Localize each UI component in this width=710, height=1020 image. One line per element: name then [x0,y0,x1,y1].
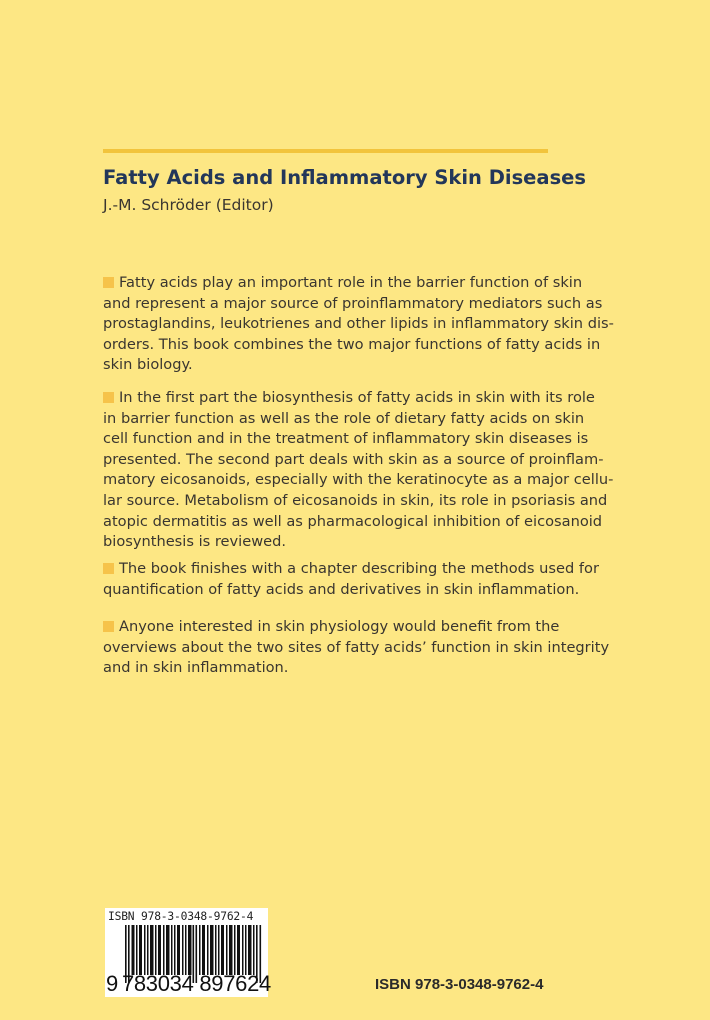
paragraph-line: skin biology. [103,356,193,374]
paragraph-line: cell function and in the treatment of inflammatory skin diseases is [103,430,589,448]
blurb-paragraph-2 [103,388,614,553]
paragraph-line: presented. The second part deals with skin as a source of proinflam- [103,450,604,468]
paragraph-line: and represent a major source of proinflammatory mediators such as [103,294,603,312]
square-bullet-icon [103,563,114,574]
barcode-digits: 9 783034 897624 [106,971,271,996]
paragraph-line: In the first part the biosynthesis of fatty acids in skin with its role [103,388,553,409]
square-bullet-icon [103,392,114,403]
paragraph-line: biosynthesis is reviewed. [103,533,287,551]
book-editor: J.-M. Schröder (Editor) [103,196,274,214]
blurb-paragraph-3 [103,559,599,600]
square-bullet-icon [103,277,114,288]
paragraph-line: The book finishes with a chapter describing the methods used for [103,559,553,580]
header-rule [103,149,548,153]
paragraph-line: Fatty acids play an important role in the barrier function of skin [103,273,553,294]
isbn-barcode [105,908,271,997]
barcode-isbn-text: ISBN 978-3-0348-9762-4 [108,910,254,923]
paragraph-line: overviews about the two sites of fatty acids’ function in skin integrity [103,638,610,656]
book-title: Fatty Acids and Inflammatory Skin Diseases [103,166,587,189]
blurb-paragraph-1 [103,273,614,376]
paragraph-line: prostaglandins, leukotrienes and other lipids in inflammatory skin dis- [103,315,614,333]
paragraph-line: Anyone interested in skin physiology would benefit from the [103,617,553,638]
paragraph-line: in barrier function as well as the role of dietary fatty acids on skin [103,409,585,427]
blurb-paragraph-4 [103,617,610,679]
isbn-label: ISBN 978-3-0348-9762-4 [375,976,544,993]
paragraph-line: atopic dermatitis as well as pharmacological inhibition of eicosanoid [103,512,603,530]
paragraph-line: orders. This book combines the two major functions of fatty acids in [103,335,601,353]
paragraph-line: quantification of fatty acids and derivatives in skin inflammation. [103,580,580,598]
paragraph-line: and in skin inflammation. [103,659,289,677]
paragraph-line: lar source. Metabolism of eicosanoids in skin, its role in psoriasis and [103,491,608,509]
paragraph-line: matory eicosanoids, especially with the keratinocyte as a major cellu- [103,471,614,489]
square-bullet-icon [103,621,114,632]
